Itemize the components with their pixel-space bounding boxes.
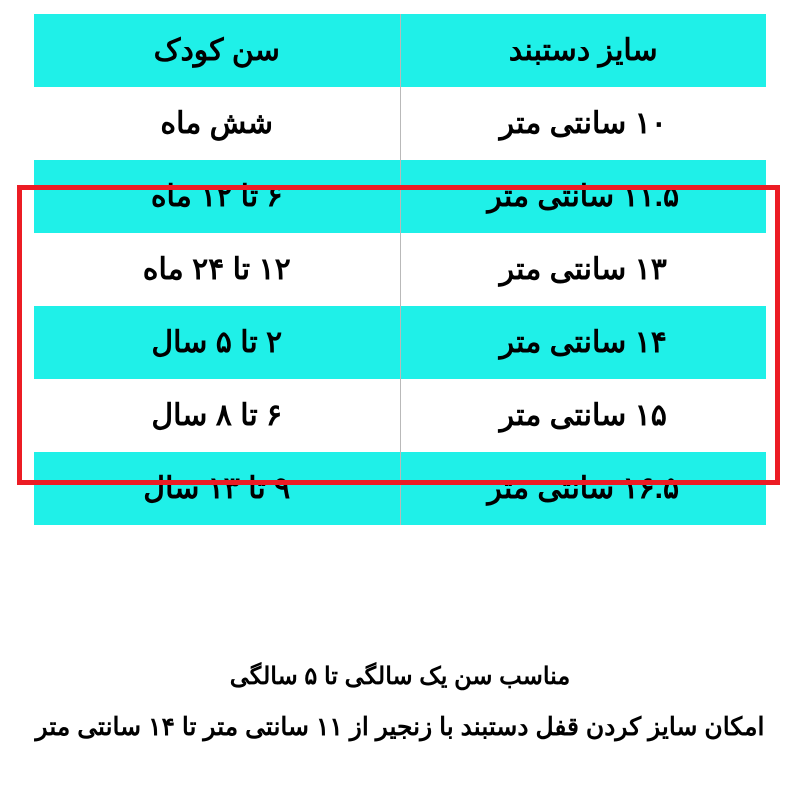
cell-size: ۱۱.۵ سانتی متر xyxy=(400,160,766,233)
bracelet-size-table xyxy=(34,14,766,525)
table-header-row xyxy=(34,14,766,87)
cell-age: ۶ تا ۱۲ ماه xyxy=(34,160,400,233)
note-adjustable-size: امکان سایز کردن قفل دستبند با زنجیر از ۱۱ سانتی متر تا ۱۴ سانتی متر xyxy=(35,712,765,741)
cell-size: ۱۶.۵ سانتی متر xyxy=(400,452,766,525)
notes-section xyxy=(0,660,800,745)
note-suitable-age: مناسب سن یک سالگی تا ۵ سالگی xyxy=(229,663,571,690)
cell-size: ۱۴ سانتی متر xyxy=(400,306,766,379)
cell-age: ۹ تا ۱۳ سال xyxy=(34,452,400,525)
cell-age: ۱۲ تا ۲۴ ماه xyxy=(34,233,400,306)
table-row xyxy=(34,306,766,379)
cell-size: ۱۳ سانتی متر xyxy=(400,233,766,306)
cell-age: شش ماه xyxy=(34,87,400,160)
cell-age: ۶ تا ۸ سال xyxy=(34,379,400,452)
table-row xyxy=(34,233,766,306)
cell-size: ۱۵ سانتی متر xyxy=(400,379,766,452)
cell-size: ۱۰ سانتی متر xyxy=(400,87,766,160)
table-header xyxy=(34,14,766,87)
cell-age: ۲ تا ۵ سال xyxy=(34,306,400,379)
size-table-container xyxy=(34,14,766,525)
table-row xyxy=(34,160,766,233)
header-cell-size: سایز دستبند xyxy=(400,14,766,87)
table-row xyxy=(34,379,766,452)
header-cell-age: سن کودک xyxy=(34,14,400,87)
table-row xyxy=(34,452,766,525)
table-body xyxy=(34,87,766,525)
table-row xyxy=(34,87,766,160)
